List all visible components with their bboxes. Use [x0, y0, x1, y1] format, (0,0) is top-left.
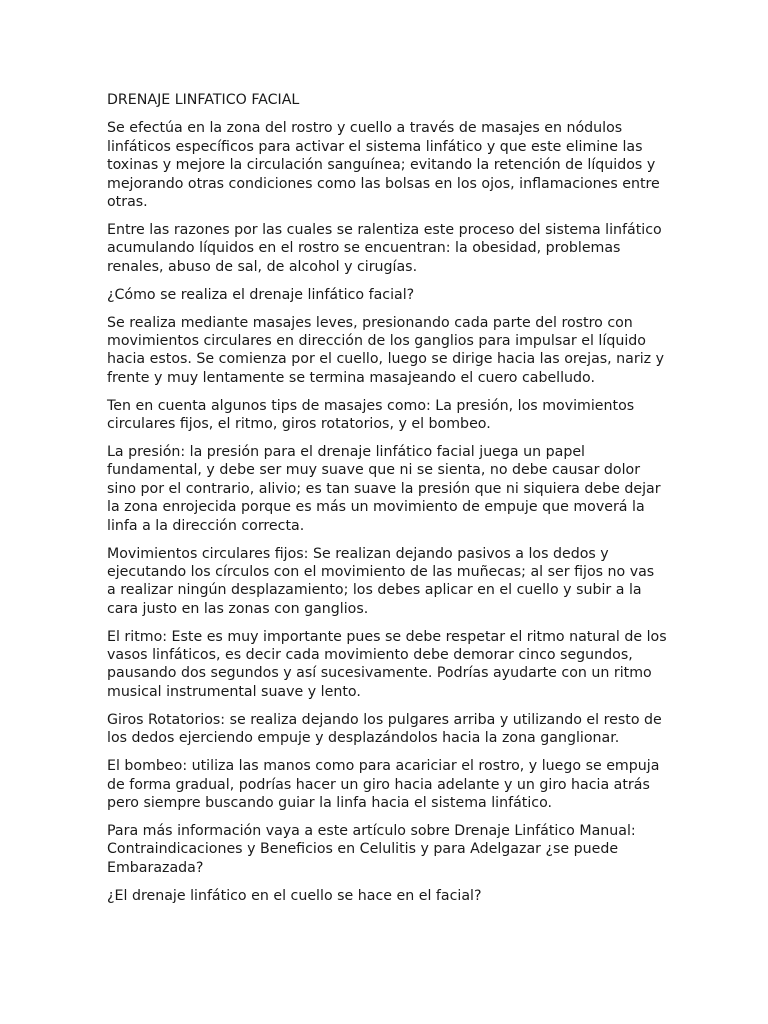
paragraph-more-info: Para más información vaya a este artículo sobre Drenaje Linfático Manual: Contraindicaciones y Beneficios en Celulitis y para Adelgazar ¿se puede Embarazada?: [107, 822, 636, 876]
paragraph-intro: Se efectúa en la zona del rostro y cuello a través de masajes en nódulos linfáticos específicos para activar el sistema linfático y que este elimine las toxinas y mejore la circulación sanguínea; evitando la retención de líquidos y mejorando otras condiciones como las bolsas en los ojos, inflamaciones entre otras.: [107, 120, 660, 211]
document-body: [107, 91, 667, 914]
paragraph-method: Se realiza mediante masajes leves, presionando cada parte del rostro con movimientos circulares en dirección de los ganglios para impulsar el líquido hacia estos. Se comienza por el cuello, luego se dirige hacia las orejas, nariz y frente y muy lentamente se termina masajeando el cuero cabelludo.: [107, 314, 664, 386]
paragraph-pressure: La presión: la presión para el drenaje linfático facial juega un papel fundamental, y debe ser muy suave que ni se sienta, no debe causar dolor sino por el contrario, alivio; es tan suave la presión que ni siquiera debe dejar la zona enrojecida porque es más un movimiento de empuje que moverá la linfa a la dirección correcta.: [107, 444, 661, 534]
paragraph-rhythm: El ritmo: Este es muy importante pues se debe respetar el ritmo natural de los vasos linfáticos, es decir cada movimiento debe demorar cinco segundos, pausando dos segundos y así sucesivamente. Podrías ayudarte con un ritmo musical instrumental suave y lento.: [107, 628, 667, 700]
paragraph-rotary-turns: Giros Rotatorios: se realiza dejando los pulgares arriba y utilizando el resto de los dedos ejerciendo empuje y desplazándolos hacia la zona ganglionar.: [107, 711, 662, 747]
document-title: DRENAJE LINFATICO FACIAL: [107, 92, 300, 108]
paragraph-question-neck: ¿El drenaje linfático en el cuello se hace en el facial?: [107, 887, 482, 904]
paragraph-question-how: ¿Cómo se realiza el drenaje linfático facial?: [107, 286, 415, 303]
paragraph-circular-movements: Movimientos circulares fijos: Se realizan dejando pasivos a los dedos y ejecutando los círculos con el movimiento de las muñecas; al ser fijos no vas a realizar ningún desplazamiento; los debes aplicar en el cuello y subir a la cara justo en las zonas con ganglios.: [107, 545, 655, 617]
paragraph-pumping: El bombeo: utiliza las manos como para acariciar el rostro, y luego se empuja de forma gradual, podrías hacer un giro hacia adelante y un giro hacia atrás pero siempre buscando guiar la linfa hacia el sistema linfático.: [107, 758, 660, 811]
paragraph-tips: Ten en cuenta algunos tips de masajes como: La presión, los movimientos circulares fijos, el ritmo, giros rotatorios, y el bombeo.: [107, 397, 635, 433]
paragraph-causes: Entre las razones por las cuales se ralentiza este proceso del sistema linfático acumulando líquidos en el rostro se encuentran: la obesidad, problemas renales, abuso de sal, de alcohol y cirugías.: [107, 221, 662, 275]
